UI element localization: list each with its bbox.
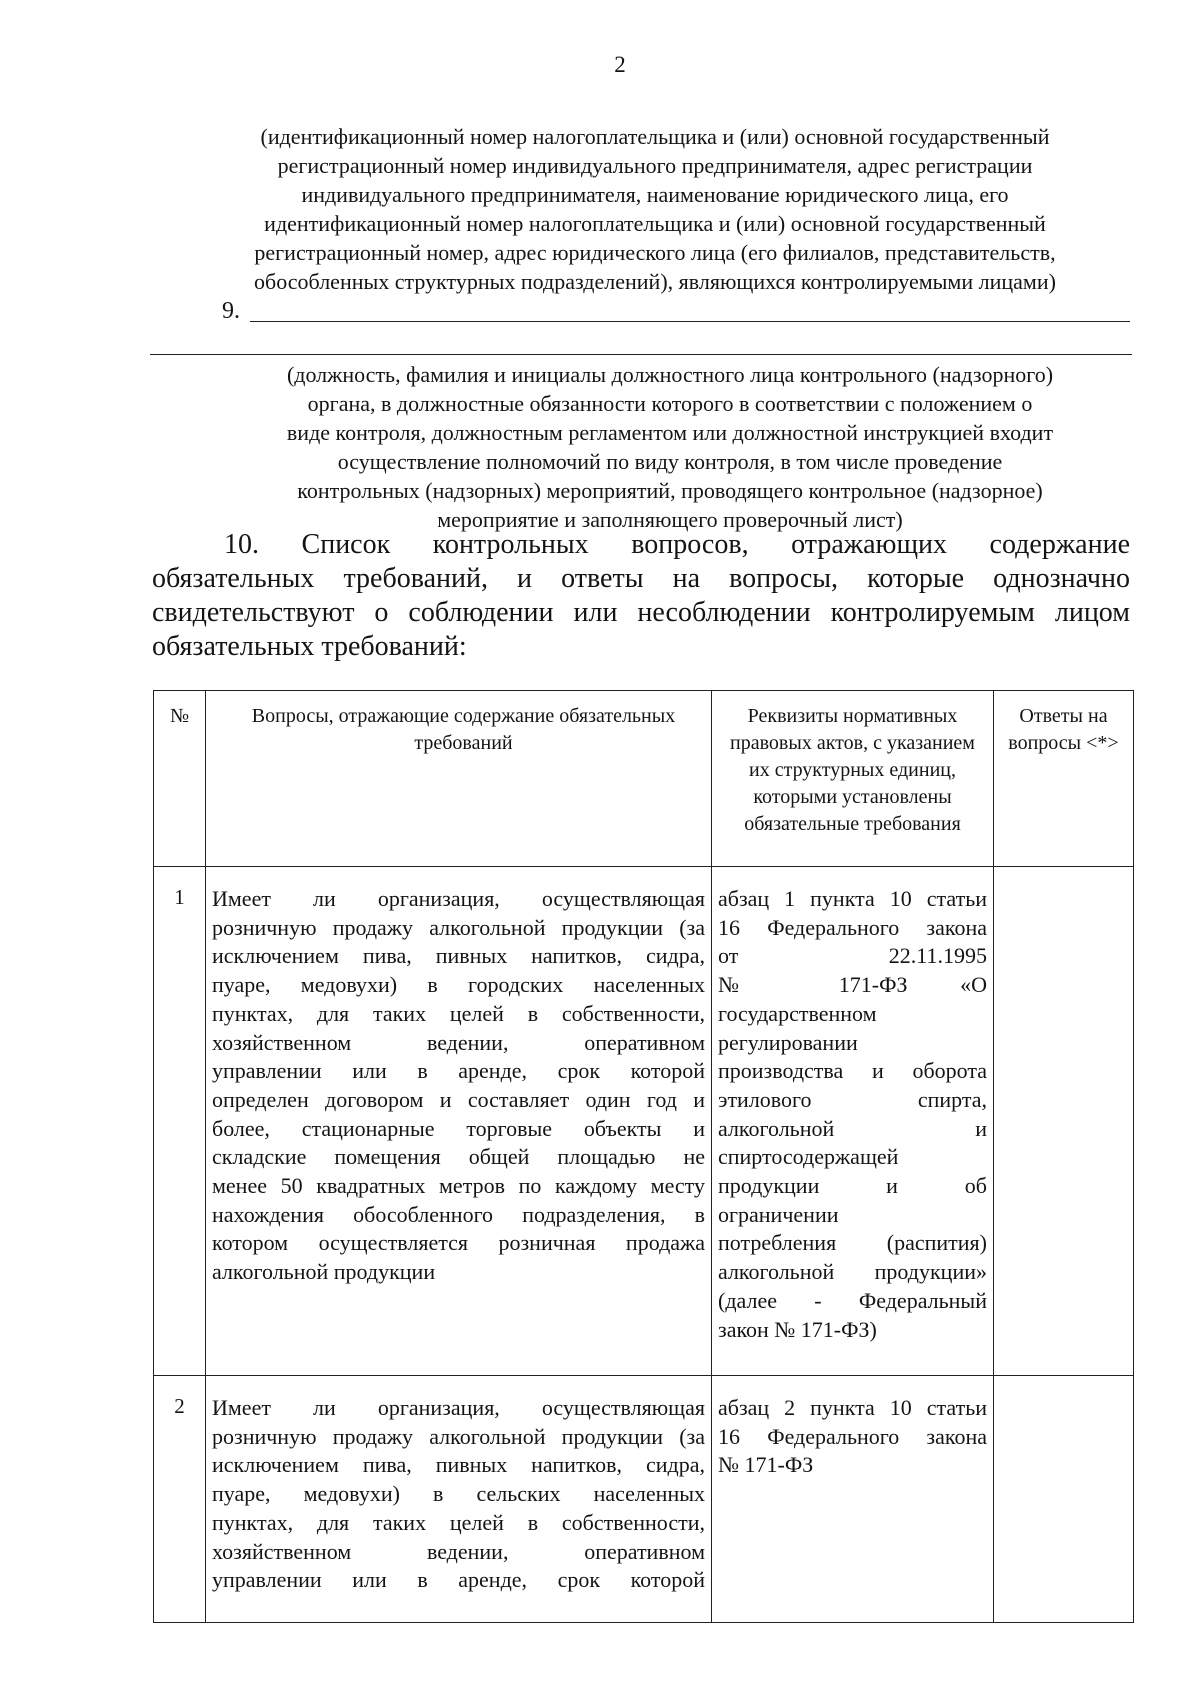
requisite-line: № 171-ФЗ «О bbox=[718, 972, 987, 998]
question-line: управлении или в аренде, срок которой bbox=[212, 1567, 705, 1593]
question-line: определен договором и составляет один год и bbox=[212, 1086, 705, 1112]
requisite-line: потребления (распития) bbox=[718, 1230, 987, 1256]
table-header-row bbox=[154, 691, 1134, 867]
header-answers: Ответы на вопросы <*> bbox=[994, 691, 1134, 867]
question-line: исключением пива, пивных напитков, сидра, bbox=[212, 943, 705, 969]
table-row bbox=[154, 867, 1134, 1376]
paragraph-line: свидетельствуют о соблюдении или несоблюдении контролируемым лицом bbox=[152, 597, 1130, 628]
caption-line: регистрационный номер индивидуального предпринимателя, адрес регистрации bbox=[277, 153, 1033, 178]
header-question: Вопросы, отражающие содержание обязательных требований bbox=[206, 691, 712, 867]
question-line: розничную продажу алкогольной продукции (за bbox=[212, 914, 705, 940]
question-line: складские помещения общей площадью не bbox=[212, 1144, 705, 1170]
field-9 bbox=[222, 296, 1130, 326]
question-line: хозяйственном ведении, оперативном bbox=[212, 1538, 705, 1564]
caption-line: мероприятие и заполняющего проверочный лист) bbox=[437, 507, 903, 532]
caption-line: индивидуального предпринимателя, наименование юридического лица, его bbox=[301, 182, 1009, 207]
caption-line: органа, в должностные обязанности которого в соответствии с положением о bbox=[307, 391, 1033, 416]
requisite-line: 16 Федерального закона bbox=[718, 1423, 987, 1449]
requisites-cell bbox=[712, 1376, 994, 1623]
caption-line: контрольных (надзорных) мероприятий, проводящего контрольное (надзорное) bbox=[297, 478, 1043, 503]
caption-line: виде контроля, должностным регламентом или должностной инструкцией входит bbox=[286, 420, 1054, 445]
official-caption bbox=[220, 360, 1120, 534]
question-line: пуаре, медовухи) в сельских населенных bbox=[212, 1481, 705, 1507]
taxpayer-caption bbox=[190, 122, 1120, 296]
requisite-line: ограничении bbox=[718, 1201, 839, 1227]
question-line: пунктах, для таких целей в собственности, bbox=[212, 1000, 705, 1026]
answer-cell bbox=[994, 1376, 1134, 1623]
paragraph-line: 10. Список контрольных вопросов, отражающих содержание bbox=[224, 529, 1130, 560]
requisite-line: от 22.11.1995 bbox=[718, 943, 987, 969]
requisite-line: закон № 171-ФЗ) bbox=[718, 1316, 877, 1342]
requisite-line: алкогольной продукции» bbox=[718, 1259, 987, 1285]
question-line: нахождения обособленного подразделения, в bbox=[212, 1201, 705, 1227]
question-line: менее 50 квадратных метров по каждому месту bbox=[212, 1173, 705, 1199]
requisite-line: № 171-ФЗ bbox=[718, 1452, 814, 1478]
requisite-line: государственном bbox=[718, 1000, 877, 1026]
requisite-line: этилового спирта, bbox=[718, 1086, 987, 1112]
requisite-line: абзац 2 пункта 10 статьи bbox=[718, 1395, 987, 1420]
question-line: исключением пива, пивных напитков, сидра, bbox=[212, 1452, 705, 1478]
page-number: 2 bbox=[614, 52, 626, 77]
row-number: 2 bbox=[154, 1376, 206, 1623]
caption-line: осуществление полномочий по виду контроля, в том числе проведение bbox=[337, 449, 1003, 474]
field-9-underline bbox=[250, 321, 1130, 322]
question-line: розничную продажу алкогольной продукции (за bbox=[212, 1423, 705, 1449]
header-requisites: Реквизиты нормативных правовых актов, с указанием их структурных единиц, которыми установлены обязательные требования bbox=[712, 691, 994, 867]
requisite-line: абзац 1 пункта 10 статьи bbox=[718, 886, 987, 911]
question-line: пунктах, для таких целей в собственности, bbox=[212, 1509, 705, 1535]
caption-line: (идентификационный номер налогоплательщика и (или) основной государственный bbox=[260, 124, 1050, 149]
section-10-paragraph bbox=[152, 528, 1130, 664]
question-line: котором осуществляется розничная продажа bbox=[212, 1230, 705, 1256]
question-line: алкогольной продукции bbox=[212, 1259, 436, 1285]
requisite-line: алкогольной и bbox=[718, 1115, 987, 1141]
paragraph-line: обязательных требований, и ответы на вопросы, которые однозначно bbox=[152, 563, 1130, 594]
row-number: 1 bbox=[154, 867, 206, 1376]
question-line: хозяйственном ведении, оперативном bbox=[212, 1029, 705, 1055]
header-num: № bbox=[154, 691, 206, 867]
requisite-line: регулировании bbox=[718, 1029, 858, 1055]
requirements-table bbox=[153, 690, 1134, 1623]
question-line: Имеет ли организация, осуществляющая bbox=[212, 886, 705, 911]
caption-line: идентификационный номер налогоплательщика и (или) основной государственный bbox=[264, 211, 1046, 236]
requisite-line: продукции и об bbox=[718, 1173, 987, 1199]
requisite-line: (далее - Федеральный bbox=[718, 1287, 987, 1313]
caption-line: регистрационный номер, адрес юридического лица (его филиалов, представительств, bbox=[254, 240, 1056, 265]
question-line: более, стационарные торговые объекты и bbox=[212, 1115, 705, 1141]
paragraph-line: обязательных требований: bbox=[152, 631, 467, 662]
field-9-continuation-line bbox=[150, 354, 1132, 355]
table-row bbox=[154, 1376, 1134, 1623]
answer-cell bbox=[994, 867, 1134, 1376]
question-cell bbox=[206, 1376, 712, 1623]
requisite-line: производства и оборота bbox=[718, 1058, 987, 1084]
question-line: Имеет ли организация, осуществляющая bbox=[212, 1395, 705, 1420]
caption-line: (должность, фамилия и инициалы должностного лица контрольного (надзорного) bbox=[286, 362, 1054, 387]
caption-line: обособленных структурных подразделений), являющихся контролируемыми лицами) bbox=[254, 269, 1056, 294]
requisites-cell bbox=[712, 867, 994, 1376]
requisite-line: спиртосодержащей bbox=[718, 1144, 899, 1170]
question-cell bbox=[206, 867, 712, 1376]
question-line: пуаре, медовухи) в городских населенных bbox=[212, 972, 705, 998]
question-line: управлении или в аренде, срок которой bbox=[212, 1058, 705, 1084]
field-9-label: 9. bbox=[222, 298, 240, 324]
requisite-line: 16 Федерального закона bbox=[718, 914, 987, 940]
